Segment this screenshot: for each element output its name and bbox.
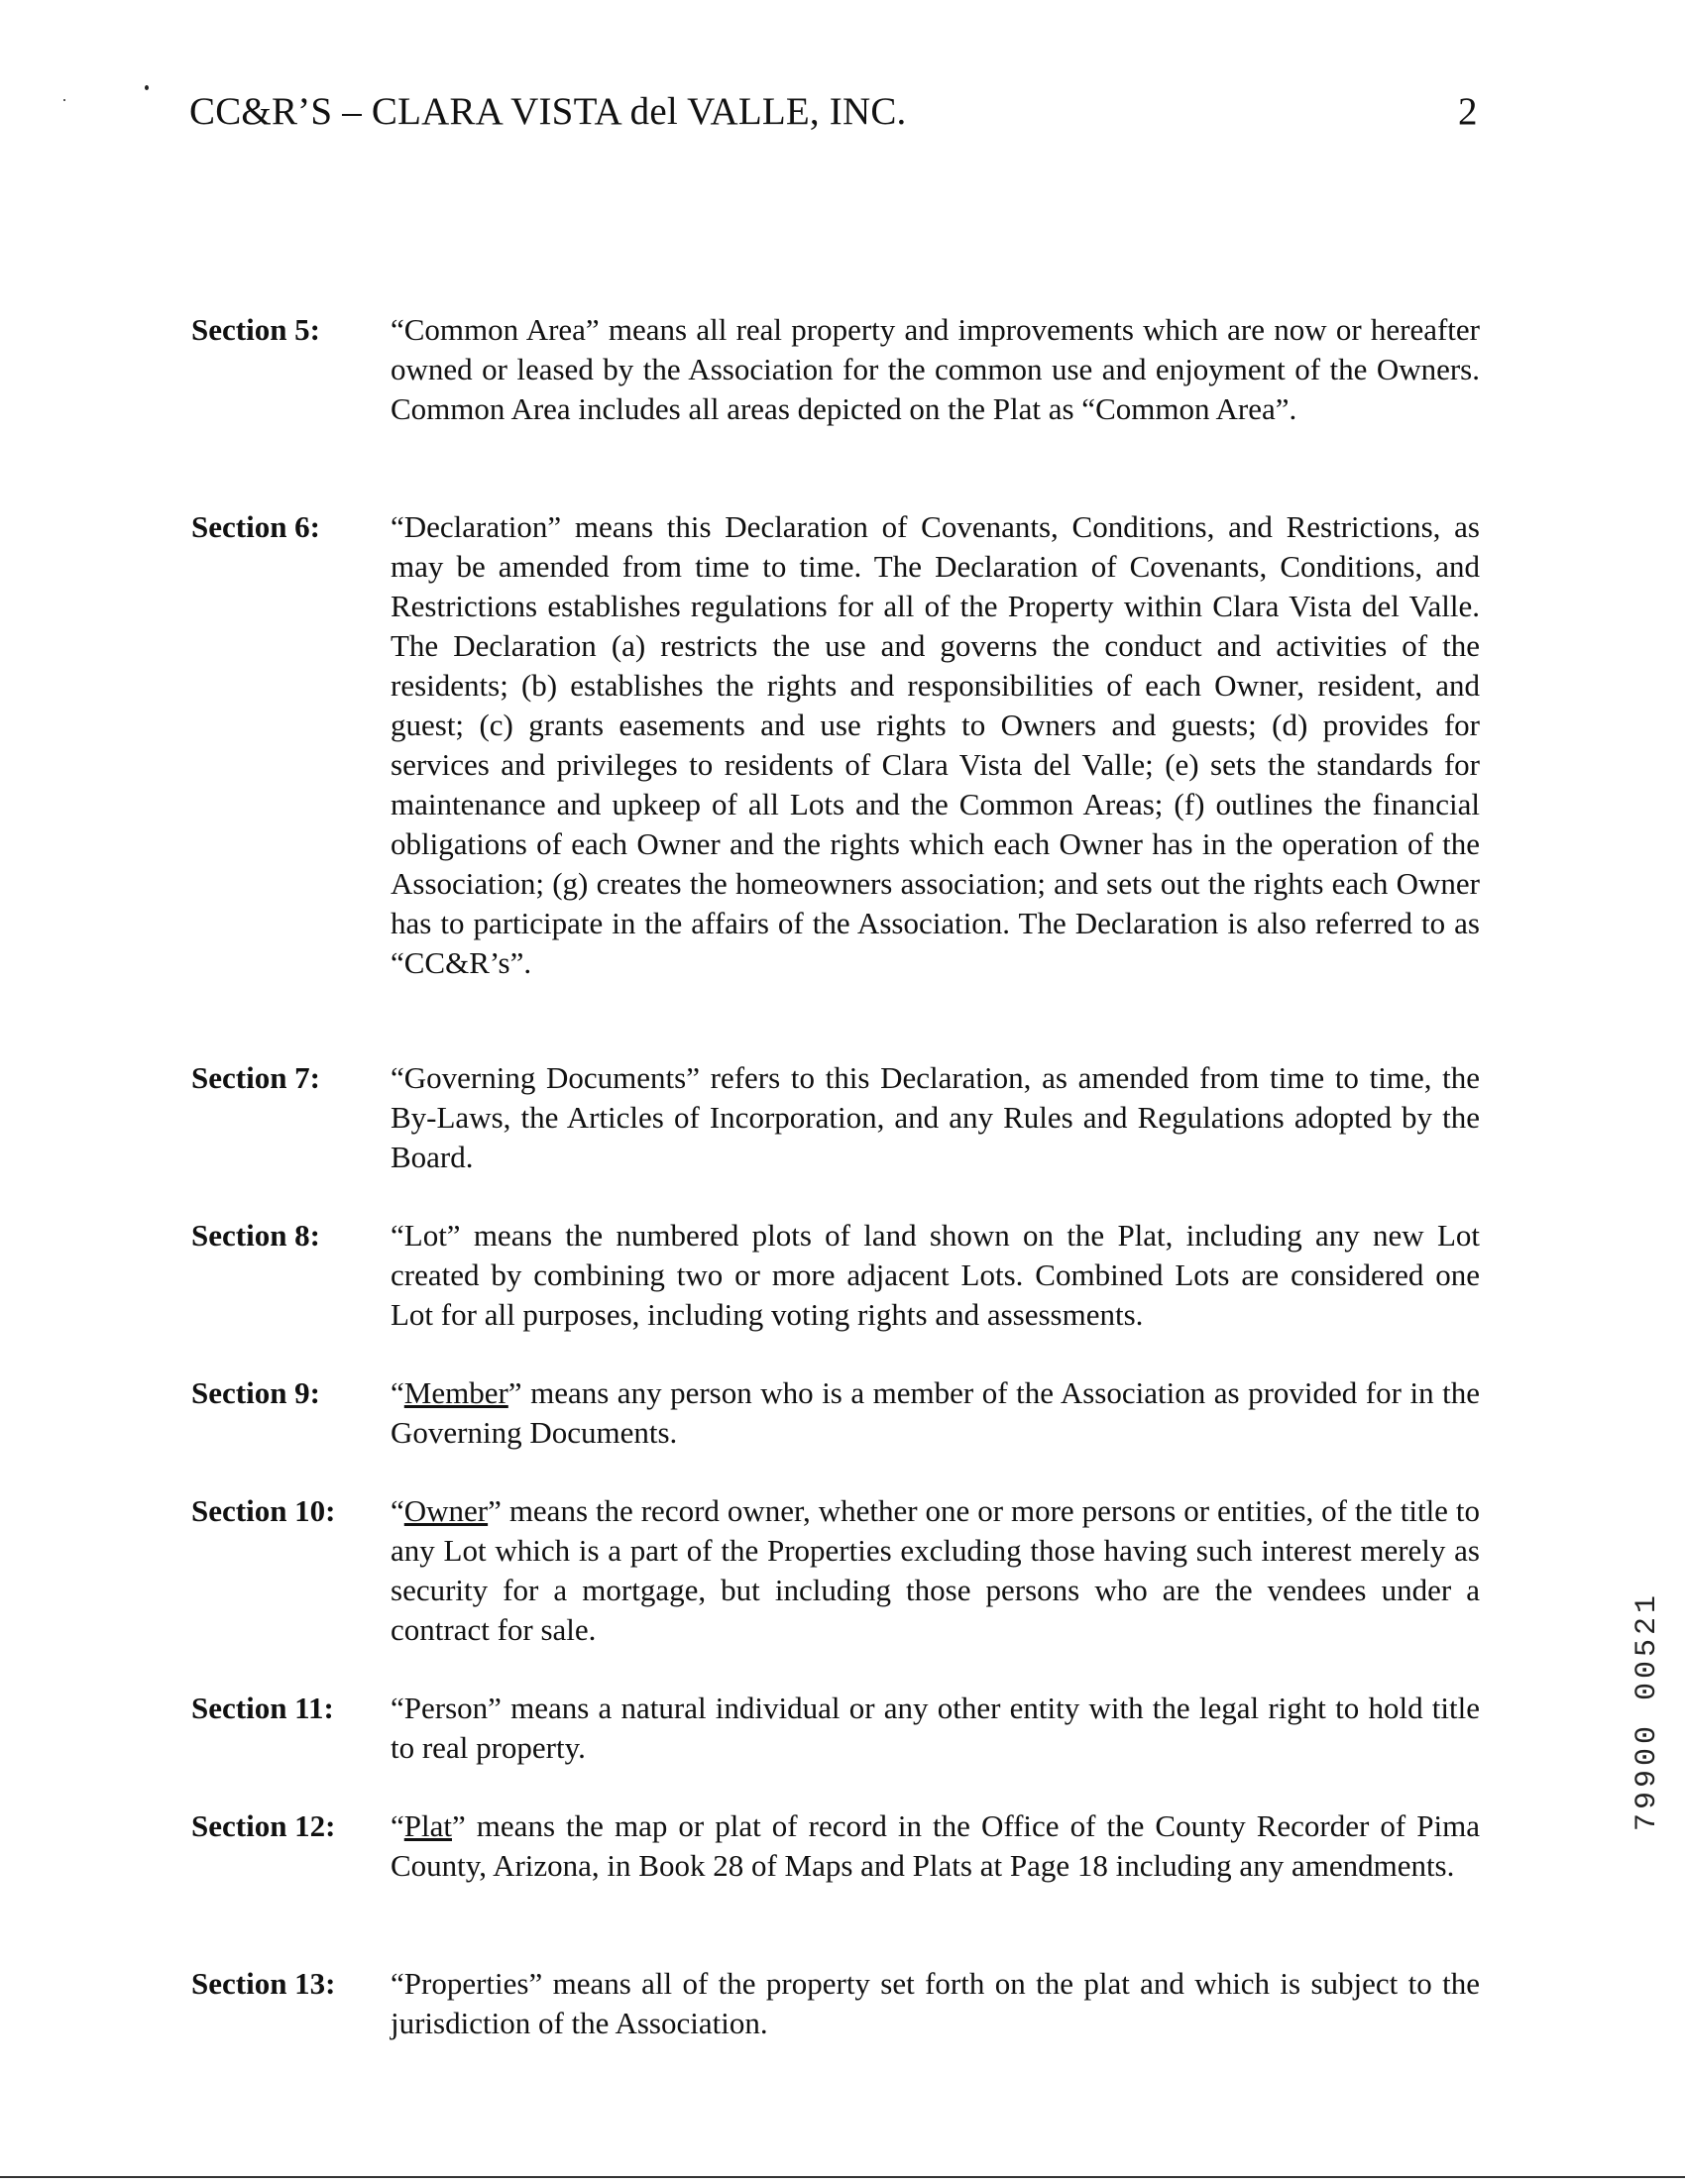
scan-speck bbox=[145, 85, 149, 90]
section-11 bbox=[191, 1689, 1485, 1768]
section-label: Section 12: bbox=[191, 1808, 336, 1843]
section-label: Section 13: bbox=[191, 1966, 336, 2001]
section-text: “Lot” means the numbered plots of land shown on the Plat, including any new Lot created by combining two or more adjacent Lots. Combined Lots are considered one Lot for all purposes, including voting rights and assessments. bbox=[391, 1218, 1480, 1332]
section-label: Section 8: bbox=[191, 1218, 321, 1253]
defined-term: Member bbox=[403, 1375, 508, 1410]
section-text: “Common Area” means all real property and improvements which are now or hereafter owned or leased by the Association for the common use and enjoyment of the Owners. Common Area includes all areas depicted on the Plat as “Common Area”. bbox=[391, 312, 1480, 426]
definition-body: ” means the map or plat of record in the Office of the County Recorder of Pima County, Arizona, in Book 28 of Maps and Plats at Page 18 including any amendments. bbox=[391, 1808, 1480, 1883]
definition-body: ” means the record owner, whether one or more persons or entities, of the title to any Lot which is a part of the Properties excluding those having such interest merely as security for a mortgage, but including those persons who are the vendees under a contract for sale. bbox=[391, 1493, 1480, 1647]
section-label: Section 7: bbox=[191, 1060, 321, 1095]
section-10 bbox=[191, 1491, 1485, 1650]
section-text: “Governing Documents” refers to this Declaration, as amended from time to time, the By-Laws, the Articles of Incorporation, and any Rules and Regulations adopted by the Board. bbox=[391, 1060, 1480, 1174]
section-12 bbox=[191, 1806, 1485, 1886]
document-header-title: CC&R’S – CLARA VISTA del VALLE, INC. bbox=[189, 90, 907, 133]
section-8 bbox=[191, 1216, 1485, 1335]
section-label: Section 11: bbox=[191, 1691, 334, 1725]
defined-term: Owner bbox=[403, 1493, 489, 1528]
section-text: “Declaration” means this Declaration of Covenants, Conditions, and Restrictions, as may be amended from time to time. The Declaration of Covenants, Conditions, and Restrictions establishes regulations for all of the Property within Clara Vista del Valle. The Declaration (a) restricts the use and governs the conduct and activities of the residents; (b) establishes the rights and responsibilities of each Owner, resident, and guest; (c) grants easements and use rights to Owners and guests; (d) provides for services and privileges to residents of Clara Vista del Valle; (e) sets the standards for maintenance and upkeep of all Lots and the Common Areas; (f) outlines the financial obligations of each Owner and the rights which each Owner has in the operation of the Association; (g) creates the homeowners association; and sets out the rights each Owner has to participate in the affairs of the Association. The Declaration is also referred to as “CC&R’s”. bbox=[391, 509, 1480, 980]
section-label: Section 9: bbox=[191, 1375, 321, 1410]
page-bottom-edge bbox=[0, 2176, 1685, 2178]
scan-speck bbox=[63, 99, 65, 101]
section-6 bbox=[191, 507, 1485, 983]
section-text: “Plat” means the map or plat of record in the Office of the County Recorder of Pima County, Arizona, in Book 28 of Maps and Plats at Page 18 including any amendments. bbox=[391, 1808, 1480, 1883]
recording-number-stamp: 79900 00521 bbox=[1630, 1591, 1664, 1832]
page-number: 2 bbox=[1458, 90, 1478, 133]
section-text: “Properties” means all of the property set forth on the plat and which is subject to the jurisdiction of the Association. bbox=[391, 1966, 1480, 2040]
section-label: Section 10: bbox=[191, 1493, 336, 1528]
section-text: “Person” means a natural individual or any other entity with the legal right to hold title to real property. bbox=[391, 1691, 1480, 1765]
defined-term: Plat bbox=[403, 1808, 452, 1843]
section-label: Section 6: bbox=[191, 509, 321, 544]
section-text: “Owner” means the record owner, whether one or more persons or entities, of the title to any Lot which is a part of the Properties excluding those having such interest merely as security for a mortgage, but including those persons who are the vendees under a contract for sale. bbox=[391, 1493, 1480, 1647]
definition-body: ” means any person who is a member of the Association as provided for in the Governing Documents. bbox=[391, 1375, 1480, 1450]
section-9 bbox=[191, 1373, 1485, 1453]
section-text: “Member” means any person who is a member of the Association as provided for in the Governing Documents. bbox=[391, 1375, 1480, 1450]
section-5 bbox=[191, 310, 1485, 429]
section-label: Section 5: bbox=[191, 312, 321, 347]
section-13 bbox=[191, 1964, 1485, 2043]
section-7 bbox=[191, 1058, 1485, 1177]
